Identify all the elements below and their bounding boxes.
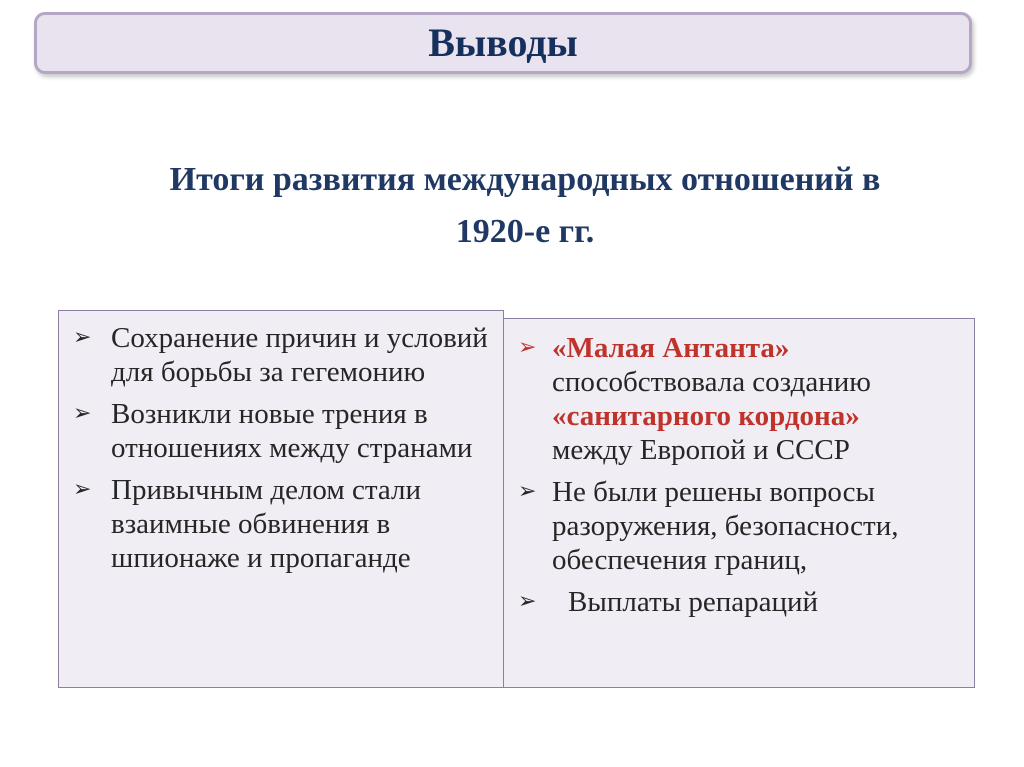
left-bullet-item xyxy=(73,321,489,389)
right-bullet-item xyxy=(518,475,966,577)
bullet-text: Сохранение причин и условий для борьбы за гегемонию xyxy=(111,322,488,388)
arrowhead-bullet-icon: ➢ xyxy=(518,479,537,504)
bullet-text: Привычным делом стали взаимные обвинения в шпионаже и пропаганде xyxy=(111,474,421,574)
slide-subtitle xyxy=(90,154,960,258)
arrowhead-bullet-icon: ➢ xyxy=(518,589,537,614)
right-bullet-item xyxy=(518,331,966,467)
cordon-sanitaire-highlight: «санитарного кордона» xyxy=(552,400,860,432)
bullet-text: Возникли новые трения в отношениях между странами xyxy=(111,398,473,464)
bullet-text: Не были решены вопросы разоружения, безопасности, обеспечения границ, xyxy=(552,476,899,576)
subtitle-line-1: Итоги развития международных отношений в xyxy=(169,161,881,198)
little-entente-highlight: «Малая Антанта» xyxy=(552,332,790,364)
left-bullet-item xyxy=(73,397,489,465)
title-bar xyxy=(34,12,972,74)
left-bullet-list xyxy=(59,311,503,575)
arrowhead-bullet-icon: ➢ xyxy=(73,477,92,502)
arrowhead-bullet-icon: ➢ xyxy=(73,401,92,426)
arrowhead-bullet-icon: ➢ xyxy=(518,335,537,360)
left-bullet-item xyxy=(73,473,489,575)
bullet-text: Выплаты репараций xyxy=(568,586,819,618)
bullet-text: способствовала созданию xyxy=(552,366,871,398)
right-bullet-list xyxy=(504,319,974,619)
bullet-text: между Европой и СССР xyxy=(552,434,850,466)
right-panel xyxy=(503,318,975,688)
left-panel xyxy=(58,310,504,688)
arrowhead-bullet-icon: ➢ xyxy=(73,325,92,350)
slide-title: Выводы xyxy=(428,20,578,65)
right-bullet-item xyxy=(518,585,966,619)
subtitle-line-2: 1920-е гг. xyxy=(455,213,595,250)
